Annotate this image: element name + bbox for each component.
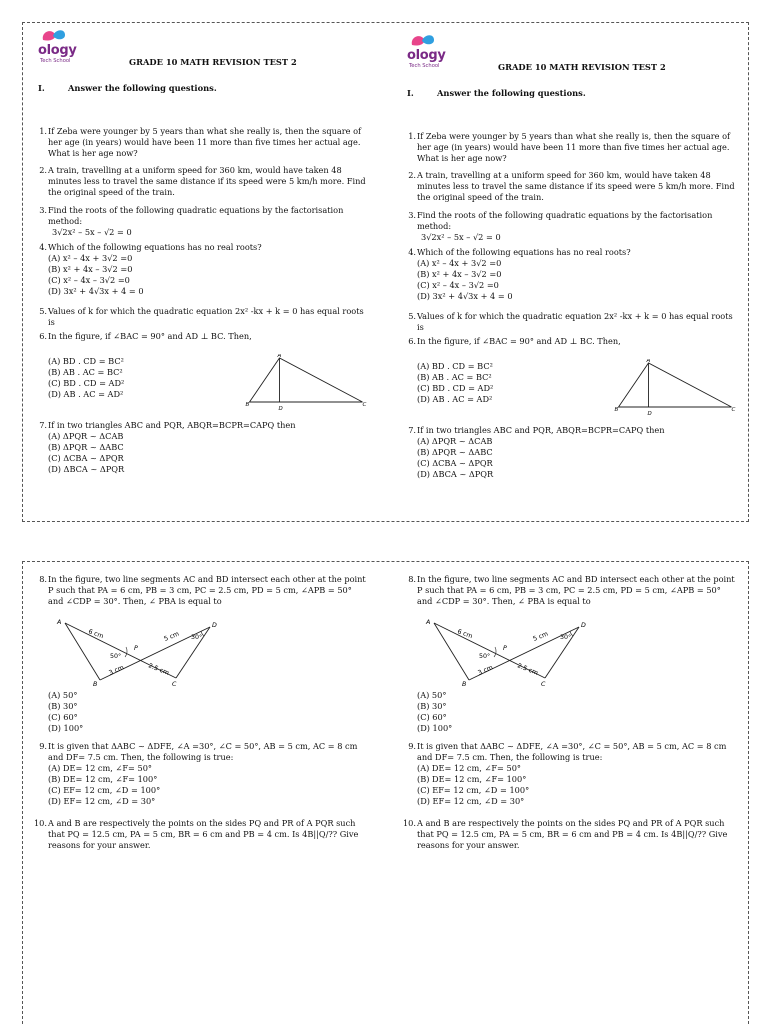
question [400, 336, 735, 347]
figure-label-c: C [731, 407, 736, 413]
figure-length-pb: 3 cm [476, 664, 495, 677]
question-number: 10. [33, 818, 47, 828]
answer-option: (D) ΔBCA ~ ΔPQR [417, 468, 494, 479]
answer-option: (C) EF= 12 cm, ∠D = 100° [417, 784, 530, 795]
figure-label-c: C [172, 681, 177, 687]
question-text: Find the roots of the following quadratic equations by the factorisation method: [48, 205, 344, 226]
ology-logo [35, 26, 79, 68]
answer-option: (B) ΔPQR ~ ΔABC [417, 446, 493, 457]
question-text: Values of k for which the quadratic equation 2x² -kx + k = 0 has equal roots is [48, 306, 364, 327]
question-number: 8. [408, 574, 416, 584]
question-text: If in two triangles ABC and PQR, ABQR=BCPR=CAPQ then [417, 425, 665, 435]
question-number: 6. [39, 331, 47, 341]
figure-intersecting-segments [424, 617, 594, 687]
answer-option: (A) ΔPQR ~ ΔCAB [417, 436, 493, 446]
question [31, 165, 366, 198]
answer-options [48, 356, 248, 400]
question-number: 4. [408, 247, 416, 257]
answer-option: (B) x² + 4x – 3√2 =0 [417, 268, 502, 279]
question-text: A and B are respectively the points on the sides PQ and PR of A PQR such that PQ = 12.5 cm, PA = 5 cm, BR = 6 cm and PB = 4 cm. Is 4B||Q/?? Give reasons for your answer. [417, 818, 728, 850]
question-text: If Zeba were younger by 5 years than what she really is, then the square of her age (in years) would have been 11 more than five times her actual age. What is her age now? [417, 131, 731, 163]
figure-label-b: B [245, 402, 250, 408]
answer-options [417, 361, 617, 405]
question [31, 420, 366, 431]
question-text: Values of k for which the quadratic equation 2x² -kx + k = 0 has equal roots is [417, 311, 733, 332]
answer-options [48, 690, 248, 734]
figure-angle-apb: 50° [479, 653, 491, 660]
figure-label-p: P [134, 645, 138, 652]
question-number: 6. [408, 336, 416, 346]
section-instruction: Answer the following questions. [437, 88, 586, 98]
question-number: 9. [39, 741, 47, 751]
answer-option: (D) AB . AC = AD² [417, 393, 493, 404]
figure-length-pd: 5 cm [163, 630, 181, 643]
figure-label-a: A [277, 354, 282, 359]
page-title: GRADE 10 MATH REVISION TEST 2 [498, 62, 666, 72]
question [400, 818, 735, 851]
answer-options [417, 436, 617, 480]
answer-option: (A) 50° [48, 690, 78, 700]
figure-length-pb: 3 cm [107, 664, 126, 677]
answer-option: (D) EF= 12 cm, ∠D = 30° [48, 795, 156, 806]
question [400, 741, 735, 763]
question-number: 1. [39, 126, 47, 136]
logo-subtext: Tech School [40, 58, 71, 64]
answer-option: (B) x² + 4x – 3√2 =0 [48, 263, 133, 274]
figure-label-d: D [647, 411, 652, 417]
section-number: I. [38, 83, 45, 93]
figure-label-d: D [278, 406, 283, 412]
section-instruction: Answer the following questions. [68, 83, 217, 93]
answer-option: (C) BD . CD = AD² [48, 377, 125, 388]
answer-option: (D) 100° [48, 722, 84, 733]
figure-label-a: A [646, 359, 651, 364]
question [400, 311, 735, 333]
answer-option: (D) AB . AC = AD² [48, 388, 124, 399]
answer-option: (C) BD . CD = AD² [417, 382, 494, 393]
answer-option: (D) EF= 12 cm, ∠D = 30° [417, 795, 525, 806]
question [400, 210, 735, 243]
figure-label-c: C [541, 681, 546, 687]
answer-option: (B) AB . AC = BC² [417, 371, 492, 382]
question-number: 4. [39, 242, 47, 252]
answer-option: (D) 3x² + 4√3x + 4 = 0 [417, 290, 513, 301]
figure-label-b: B [462, 681, 467, 687]
answer-option: (A) DE= 12 cm, ∠F= 50° [48, 763, 152, 773]
answer-option: (C) x² – 4x – 3√2 =0 [48, 274, 130, 285]
answer-option: (A) DE= 12 cm, ∠F= 50° [417, 763, 521, 773]
logo-subtext: Tech School [409, 63, 440, 69]
question-text: Find the roots of the following quadratic equations by the factorisation method: [417, 210, 713, 231]
question-number: 3. [39, 205, 47, 215]
answer-option: (B) ΔPQR ~ ΔABC [48, 441, 124, 452]
answer-options [48, 253, 248, 297]
answer-option: (B) 30° [48, 700, 78, 711]
question-text: A train, travelling at a uniform speed for 360 km, would have taken 48 minutes less to travel the same distance if its speed were 5 km/h more. Find the original speed of the train. [417, 170, 735, 202]
question-text: If Zeba were younger by 5 years than what she really is, then the square of her age (in years) would have been 11 more than five times her actual age. What is her age now? [48, 126, 362, 158]
question [400, 247, 735, 258]
answer-option: (A) x² – 4x + 3√2 =0 [48, 253, 133, 263]
section-heading [407, 88, 586, 98]
answer-options [417, 763, 617, 807]
figure-label-c: C [362, 402, 367, 408]
answer-options [417, 690, 617, 734]
answer-option: (B) DE= 12 cm, ∠F= 100° [48, 773, 158, 784]
question [400, 131, 735, 164]
question [31, 126, 366, 159]
answer-option: (C) x² – 4x – 3√2 =0 [417, 279, 499, 290]
answer-option: (B) 30° [417, 700, 447, 711]
question-number: 2. [408, 170, 416, 180]
answer-option: (A) x² – 4x + 3√2 =0 [417, 258, 502, 268]
question-number: 9. [408, 741, 416, 751]
question-number: 3. [408, 210, 416, 220]
figure-length-pa: 6 cm [456, 628, 474, 641]
ology-logo [404, 31, 448, 73]
question-number: 8. [39, 574, 47, 584]
question [31, 741, 366, 763]
figure-length-pd: 5 cm [532, 630, 550, 643]
question-equation: 3√2x² – 5x – √2 = 0 [421, 231, 501, 242]
answer-option: (A) ΔPQR ~ ΔCAB [48, 431, 124, 441]
question-text: In the figure, if ∠BAC = 90° and AD ⊥ BC. Then, [48, 331, 252, 341]
figure-label-p: P [503, 645, 507, 652]
question-number: 5. [39, 306, 47, 316]
answer-options [417, 258, 617, 302]
question [31, 574, 366, 607]
section-heading [38, 83, 217, 93]
question [31, 306, 366, 328]
question [400, 170, 735, 203]
answer-option: (C) ΔCBA ~ ΔPQR [48, 452, 124, 463]
question [31, 818, 366, 851]
logo-word: ology [407, 48, 446, 63]
answer-options [48, 763, 248, 807]
question-number: 10. [402, 818, 416, 828]
page-title: GRADE 10 MATH REVISION TEST 2 [129, 57, 297, 67]
logo-word: ology [38, 43, 77, 58]
question-text: It is given that ΔABC ~ ΔDFE, ∠A =30°, ∠C = 50°, AB = 5 cm, AC = 8 cm and DF= 7.5 cm. Then, the following is true: [417, 741, 727, 762]
question [400, 425, 735, 436]
answer-option: (C) ΔCBA ~ ΔPQR [417, 457, 493, 468]
question [31, 205, 366, 238]
answer-option: (D) 100° [417, 722, 453, 733]
section-number: I. [407, 88, 414, 98]
answer-option: (D) 3x² + 4√3x + 4 = 0 [48, 285, 144, 296]
answer-option: (B) DE= 12 cm, ∠F= 100° [417, 773, 527, 784]
question-text: In the figure, two line segments AC and BD intersect each other at the point P such that PA = 6 cm, PB = 3 cm, PC = 2.5 cm, PD = 5 cm, ∠APB = 50° and ∠CDP = 30°. Then, ∠ PBA is equal to [48, 574, 366, 606]
answer-option: (A) BD . CD = BC² [417, 361, 493, 371]
figure-length-pc: 2.5 cm [516, 662, 539, 677]
figure-right-triangle-altitude [243, 354, 368, 412]
figure-angle-apb: 50° [110, 653, 122, 660]
question-text: A train, travelling at a uniform speed for 360 km, would have taken 48 minutes less to travel the same distance if its speed were 5 km/h more. Find the original speed of the train. [48, 165, 366, 197]
question [31, 242, 366, 253]
answer-option: (B) AB . AC = BC² [48, 366, 123, 377]
answer-option: (C) 60° [417, 711, 447, 722]
figure-label-d: D [581, 622, 586, 629]
figure-length-pc: 2.5 cm [147, 662, 170, 677]
figure-angle-cdp: 30° [560, 634, 572, 641]
figure-label-b: B [93, 681, 98, 687]
question-number: 2. [39, 165, 47, 175]
question-text: If in two triangles ABC and PQR, ABQR=BCPR=CAPQ then [48, 420, 296, 430]
question-text: Which of the following equations has no real roots? [417, 247, 631, 257]
figure-label-b: B [614, 407, 619, 413]
question-number: 5. [408, 311, 416, 321]
question [31, 331, 366, 342]
figure-intersecting-segments [55, 617, 225, 687]
question-number: 7. [408, 425, 416, 435]
question-text: In the figure, two line segments AC and BD intersect each other at the point P such that PA = 6 cm, PB = 3 cm, PC = 2.5 cm, PD = 5 cm, ∠APB = 50° and ∠CDP = 30°. Then, ∠ PBA is equal to [417, 574, 735, 606]
question-equation: 3√2x² – 5x – √2 = 0 [52, 226, 132, 237]
figure-label-a: A [57, 619, 62, 626]
answer-option: (D) ΔBCA ~ ΔPQR [48, 463, 125, 474]
figure-right-triangle-altitude [612, 359, 737, 417]
figure-label-d: D [212, 622, 217, 629]
question-number: 7. [39, 420, 47, 430]
answer-options [48, 431, 248, 475]
figure-angle-cdp: 30° [191, 634, 203, 641]
figure-label-a: A [426, 619, 431, 626]
question-text: Which of the following equations has no real roots? [48, 242, 262, 252]
question-text: A and B are respectively the points on the sides PQ and PR of A PQR such that PQ = 12.5 cm, PA = 5 cm, BR = 6 cm and PB = 4 cm. Is 4B||Q/?? Give reasons for your answer. [48, 818, 359, 850]
answer-option: (A) BD . CD = BC² [48, 356, 124, 366]
question-text: It is given that ΔABC ~ ΔDFE, ∠A =30°, ∠C = 50°, AB = 5 cm, AC = 8 cm and DF= 7.5 cm. Then, the following is true: [48, 741, 358, 762]
figure-length-pa: 6 cm [87, 628, 105, 641]
answer-option: (A) 50° [417, 690, 447, 700]
question-text: In the figure, if ∠BAC = 90° and AD ⊥ BC. Then, [417, 336, 621, 346]
question [400, 574, 735, 607]
answer-option: (C) 60° [48, 711, 78, 722]
question-number: 1. [408, 131, 416, 141]
answer-option: (C) EF= 12 cm, ∠D = 100° [48, 784, 161, 795]
